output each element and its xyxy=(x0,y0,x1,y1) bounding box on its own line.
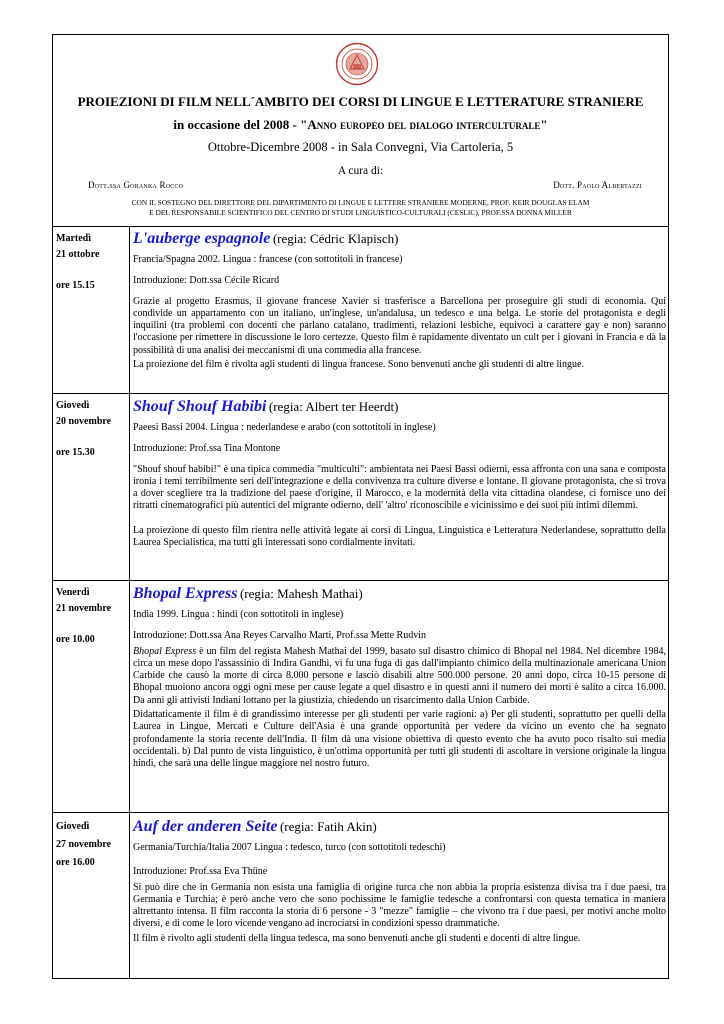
schedule-cell xyxy=(56,819,111,870)
film-audience-note: Il film è rivolto agli studenti della lingua tedesca, ma sono benvenuti anche gli studenti e docenti di altre lingue. xyxy=(133,932,581,944)
event-dates: Ottobre-Dicembre 2008 - in Sala Convegni, Via Cartoleria, 5 xyxy=(207,140,514,154)
screening-details xyxy=(133,229,666,371)
screening-date: 27 novembre xyxy=(56,839,112,850)
screening-row xyxy=(52,812,669,979)
screening-day: Giovedì xyxy=(56,821,90,832)
film-title-inline: Bhopal Express xyxy=(133,645,197,657)
screening-date: 20 novembre xyxy=(56,416,112,427)
film-intro: Introduzione: Dott.ssa Cécile Ricard xyxy=(133,275,280,287)
support-note xyxy=(52,198,669,218)
film-description xyxy=(133,646,666,707)
screening-day: Martedì xyxy=(56,233,91,244)
curator-left: Dott.ssa Goranka Rocco xyxy=(88,180,184,190)
film-title: Shouf Shouf Habibi xyxy=(133,398,267,415)
film-didactic-note: Didattaticamente il film è di grandissimo interesse per gli studenti per varie ragioni: a) Per gli studenti, soprattutto per quelli della Laurea in Lingue, Mercati e Culture dell'Asia è una grande opportunità per vedere da vicino un evento che ha segnato profondamente la storia recente dell'India. Il film dà una visione obiettiva di questo evento che ha avuto poco risalto sui media occidentali. b) Dal punto de vista linguistico, è un'ottima opportunità per tutti gli studenti di ascoltare in versione originale la lingua hindi, che sarà una delle lingue maggiore nel nostro futuro. xyxy=(133,709,666,770)
screening-row xyxy=(52,393,669,580)
film-director: (regia: Albert ter Heerdt) xyxy=(268,399,399,414)
film-title: Bhopal Express xyxy=(133,585,238,602)
schedule-cell xyxy=(56,232,99,293)
page-title: PROIEZIONI DI FILM NELL´AMBITO DEI CORSI DI LINGUE E LETTERATURE STRANIERE xyxy=(77,94,644,109)
film-director: (regia: Mahesh Mathai) xyxy=(239,586,363,601)
screening-details xyxy=(133,397,666,549)
film-info: Germania/Turchia/Italia 2007 Lingua : tedesco, turco (con sottotitoli tedeschi) xyxy=(133,842,446,853)
screening-time: ore 15.30 xyxy=(56,447,95,458)
schedule-cell xyxy=(56,399,111,460)
film-description: "Shouf shouf habibi!" è una tipica commedia "multiculti": ambientata nei Paesi Bassi odierni, essa affronta con una sana e composta ironia i temi terribilmente seri dell'integrazione e della convivenza tra culture diverse e lontane. Il giovane protagonista, che si trova a dover scegliere tra la tradizione del paese d'origine, il Marocco, e la modernità della vita cittadina olandese, ci fornisce uno dei ritratti cinematografici più autentici del migrante odierno, dell' 'altro' riconoscibile e vicinissimo e dei suoi più intimi dilemmi. xyxy=(133,463,666,512)
screening-time: ore 16.00 xyxy=(56,857,95,868)
column-divider xyxy=(129,226,130,979)
film-audience-note: La proiezione di questo film rientra nelle attività legate ai corsi di Lingua, Linguistica e Letteratura Nederlandese, soprattutto della Laurea Specialistica, ma tutti gli interessati sono cordialmente invitati. xyxy=(133,524,666,549)
screening-date: 21 novembre xyxy=(56,603,112,614)
page-subtitle: in occasione del 2008 - "Anno europeo del dialogo interculturale" xyxy=(173,117,548,132)
film-title: Auf der anderen Seite xyxy=(133,818,278,835)
support-line-2: E DEL RESPONSABILE SCIENTIFICO DEL CENTRO DI STUDI LINGUISTICO-CULTURALI (CESLIC), PROF.SSA DONNA MILLER xyxy=(149,208,572,217)
film-description-text: è un film del regista Mahesh Mathai del 1999, basato sul disastro chimico di Bhopal nel 1984. Nel dicembre 1984, circa un mese dopo l'assassinio di Indira Gandhi, vi fu una fuga di gas dall'impianto chimico della multinazionale americana Union Carbide che causò la morte di circa 8.000 persone e lasciò disabili altre 500.000 persone. 20 anni dopo, circa 10-15 persone di Bhopal muoiono ancora oggi ogni mese per cause legate a quel disastro e in questi anni il numero dei morti è salito a circa 16.000. Da anni gli attivisti Indiani lottano per la giustizia, chiedendo un risarcimento dalla Union Carbide. xyxy=(133,645,666,706)
film-description: Grazie al progetto Erasmus, il giovane francese Xavier si trasferisce a Barcellona per proseguire gli studi di economia. Qui condivide un appartamento con un italiano, un'inglese, un'andalusa, un tedesco e una belga. Le storie del protagonista e degli inquilini (tra problemi con docenti che parlano catalano, tradimenti, relazioni lesbiche, equivoci a carattere gay e non) saranno l'occasione per rimettere in discussione le loro certezze. Questo film è rapidamente diventato un cult per i giovani in Francia e dà la possibilità di una analisi dei meccanismi di una commedia alla francese. xyxy=(133,295,666,356)
film-title: L'auberge espagnole xyxy=(133,230,271,247)
film-info: Francia/Spagna 2002. Lingua : francese (con sottotitoli in francese) xyxy=(133,254,403,265)
schedule-cell xyxy=(56,586,111,647)
film-intro: Introduzione: Dott.ssa Ana Reyes Carvalho Marti, Prof.ssa Mette Rudvin xyxy=(133,630,427,642)
screening-row xyxy=(52,226,669,393)
curator-right: Dott. Paolo Albertazzi xyxy=(553,180,642,190)
film-info: Paeesi Bassi 2004. Lingua : nederlandese e arabo (con sottotitoli in inglese) xyxy=(133,422,436,433)
screening-time: ore 15.15 xyxy=(56,280,95,291)
curated-by-label: A cura di: xyxy=(337,165,384,177)
screening-time: ore 10.00 xyxy=(56,634,95,645)
film-director: (regia: Cédric Klapisch) xyxy=(272,231,399,246)
film-intro: Introduzione: Prof.ssa Eva Thüne xyxy=(133,866,268,878)
film-intro: Introduzione: Prof.ssa Tina Montone xyxy=(133,443,281,455)
film-info: India 1999. Lingua : hindi (con sottotitoli in inglese) xyxy=(133,609,344,620)
screening-day: Venerdì xyxy=(56,587,90,598)
university-seal-logo xyxy=(335,42,379,86)
screening-day: Giovedì xyxy=(56,400,90,411)
film-audience-note: La proiezione del film è rivolta agli studenti di lingua francese. Sono benvenuti anche gli studenti di altre lingue. xyxy=(133,359,584,371)
screening-details xyxy=(133,817,666,945)
screening-row xyxy=(52,580,669,812)
film-description: Si può dire che in Germania non esista una famiglia di origine turca che non abbia la propria esistenza divisa tra i due paesi, tra Germania e Turchia; è però anche vero che sono pochissime le famiglie tedesche a confrontarsi con questa tematica in maniera altrettanto intensa. Il film racconta la storia di 6 persone - 3 "mezze" famiglie – che vivono tra i due paesi, per motivi anche molto diversi, e di come le loro vicende vengano ad incrociarsi in condizioni spesso drammatiche. xyxy=(133,881,666,930)
film-director: (regia: Fatih Akin) xyxy=(279,819,377,834)
screening-details xyxy=(133,584,666,771)
support-line-1: CON IL SOSTEGNO DEL DIRETTORE DEL DIPARTIMENTO DI LINGUE E LETTERE STRANIERE MODERNE, PROF. KEIR DOUGLAS ELAM xyxy=(131,198,590,207)
screening-date: 21 ottobre xyxy=(56,249,100,260)
